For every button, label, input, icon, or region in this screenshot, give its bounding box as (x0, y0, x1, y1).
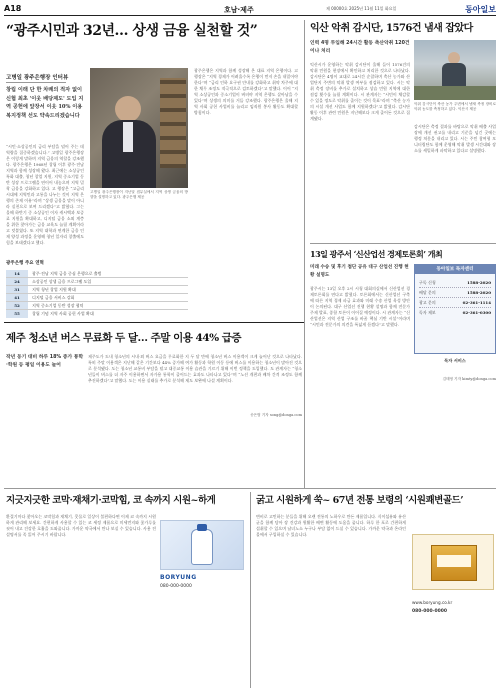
timeline-text: 지역 청년 창업 지원 확대 (32, 287, 76, 292)
notice-row-value: 1588-2020 (467, 290, 491, 295)
timeline-text: 소상공인 상생 금융 프로그램 도입 (32, 279, 92, 284)
ad1-product-image (160, 520, 244, 570)
right-body: 익산시가 운영하는 악취 감시단이 올해 들어 1576건의 악취 민원을 현장에서 확인하고 처리한 것으로 나타났다. 감시단은 4명이 교대로 24시간 순찰하며 축산 농가와 산업단지 주변의 악취 발생 여부를 점검하고 있다. 시는 악취 측정 장비를 추가로 설치하고 상습 민원 지역에 대한 점검 횟수를 늘릴 계획이다. 시 관계자는 “시민이 체감할 수 있을 정도로 악취를 줄이는 것이 목표”라며 “축산 농가의 시설 개선 사업도 함께 지원하겠다”고 밝혔다. 감시단 활동 이후 관련 민원은 지난해보다 크게 줄어든 것으로 집계됐다. (310, 62, 410, 121)
notice-row-label: 광고 문의 (419, 300, 436, 305)
main-byline-label: 고병일 광주은행장 인터뷰 (6, 75, 69, 81)
main-photo (90, 68, 188, 188)
masthead-logo: 동아일보 (465, 4, 496, 14)
timeline-year: 55 (6, 310, 28, 318)
notice-row-value: 02-361-1114 (462, 300, 491, 305)
product-bottle-icon (191, 529, 213, 565)
issue-info: 제 00000호 2025년 11월 11일 화요일 (326, 6, 397, 11)
ad1-brand-logo: BORYUNG (160, 574, 197, 581)
product-cap-icon (197, 524, 207, 531)
notice-row-label: 배달 문의 (419, 290, 436, 295)
timeline-table (6, 270, 188, 318)
photo-field (414, 86, 496, 100)
right2-byline: 김태영 기자 kimty@donga.com (442, 377, 496, 381)
timeline-year: 52 (6, 302, 28, 309)
notice-title: 동아일보 독자센터 (415, 265, 495, 274)
main-deck: 창립 이래 단 한 차례의 적자 없이 신협 최초 '이웃 배당제도' 도입 지역 공헌에 앞장서 이웃 10% 이용 복지정책 선도 약속드리겠습니다 (6, 87, 84, 119)
page-number: A18 (4, 4, 22, 13)
notice-row (419, 288, 491, 298)
timeline-row (6, 270, 188, 278)
timeline-text: 지역 중소기업 동반 성장 협약 (32, 303, 84, 308)
main-photo-caption: 고병일 광주은행장이 지난달 집무실에서 지역 상생 금융의 방향을 설명하고 있다. 광주은행 제공 (90, 190, 188, 199)
notice-label: 독자 서비스 (444, 358, 466, 363)
bus-body: 제주도가 도내 청소년의 시내·외 버스 요금을 무료화한 지 두 달 만에 청소년 버스 이용객이 크게 늘어난 것으로 나타났다. 특히 주말 이용객은 지난해 같은 기간보다 44% 증가해 여가 활동과 학원 이동 등에 버스를 이용하는 청소년이 많아진 것으로 분석됐다. 도는 청소년 교통비 부담을 덜고 대중교통 이용 습관을 기르기 위해 이번 정책을 도입했다. 도 관계자는 “청소년들이 버스를 더 자주 이용하면서 자가용 통학이 줄어드는 효과도 나타나고 있다”며 “노선 개편과 배차 간격 조정도 함께 추진하겠다”고 말했다. 도는 이용 실태를 추가로 분석해 제도 보완에 나설 계획이다. (88, 354, 302, 383)
ads-vertical-divider (250, 492, 251, 688)
timeline-text: 창립 기념 지역 사회 공헌 사업 확대 (32, 311, 94, 316)
timeline-year: 14 (6, 270, 28, 277)
notice-row-label: 독자 제보 (419, 310, 436, 315)
bus-top-rule (4, 322, 304, 323)
bookshelf (160, 78, 186, 168)
ad2-phone: 080-000-0000 (412, 609, 448, 614)
right-separator (310, 243, 496, 244)
timeline-year: 41 (6, 294, 28, 301)
column-divider (304, 20, 305, 488)
shirt (123, 122, 133, 152)
main-headline: “광주시민과 32년… 상생 금융 실천할 것” (6, 23, 258, 39)
right-headline: 익산 악취 감시단, 1576건 냄새 잡았다 (310, 23, 473, 34)
notice-box (414, 264, 496, 354)
ad2-product-image (412, 534, 494, 590)
timeline-text: 광주·전남 지역 금융 중심 은행으로 출범 (32, 271, 102, 276)
right-photo-caption: 악취 감시단이 축산 농가 주변에서 냄새 측정 장비로 악취 농도를 측정하고 있다. 익산시 제공 (414, 102, 496, 111)
timeline-row (6, 278, 188, 286)
timeline-text: 디지털 금융 서비스 강화 (32, 295, 75, 300)
timeline-row (6, 294, 188, 302)
ads-divider (4, 488, 496, 489)
notice-row (419, 278, 491, 288)
right2-body: 광주시는 13일 오후 2시 시청 대회의실에서 신산업선 경제토론회를 연다고 밝혔다. 토론회에서는 신산업선 구축에 따른 지역 경제 파급 효과와 미래 수송 산업 육성 방안이 논의된다. 대구 산업선 진행 현황 설명과 함께 전문가 주제 발표, 종합 토론이 이어질 예정이다. 시 관계자는 “신산업선은 지역 산업 구조를 바꿀 핵심 기반 시설”이라며 “시민과 전문가의 의견을 폭넓게 듣겠다”고 말했다. (310, 286, 410, 327)
timeline-year: 24 (6, 278, 28, 285)
right-subhead: 인력 4명 투입해 24시간 활동 축산악취 120건이나 처리 (310, 41, 410, 54)
ad1-phone: 080-000-0000 (160, 584, 192, 589)
right2-subhead: 미래 수송 및 후기 첨단 공유 대구 산업선 진행 현황 설명도 (310, 265, 409, 278)
right2-headline: 13일 광주서 ‘신산업선 경제토론회’ 개최 (310, 249, 443, 259)
main-divider (6, 82, 66, 83)
timeline-row (6, 310, 188, 318)
ad2-headline: 굵고 시원하게 쑥~ 67년 전통 보령의 ‘시원쾌변골드’ (256, 495, 464, 506)
timeline-row (6, 286, 188, 294)
page-header (4, 4, 496, 14)
notice-row-value: 1588-2020 (467, 280, 491, 285)
ad2-body: 변비로 고민하는 분들을 위해 오랜 전통의 노하우로 만든 제품입니다. 식이섬유와 유산균을 함께 담아 장 건강과 원활한 배변 활동에 도움을 줍니다. 하루 한 포로 간편하게 섭취할 수 있으며 남녀노소 누구나 부담 없이 드실 수 있습니다. 가까운 약국과 온라인 몰에서 구입하실 수 있습니다. (256, 514, 406, 537)
person-silhouette (115, 96, 141, 122)
main-right-column: 광주은행은 지역과 함께 성장해 온 대표 지역 은행이다. 고 행장은 “지역 경제가 어려울수록 은행이 먼저 손을 내밀어야 한다”며 “금리 인하 요구권 안내를 강화하고 취약 차주에 대한 채무 조정도 적극적으로 검토하겠다”고 말했다. 이어 “지역 소상공인과 중소기업이 버텨야 지역 은행도 살아남을 수 있다”며 상생의 의미를 거듭 강조했다. 광주은행은 올해 지역 사회 공헌 사업비를 늘리고 임직원 봉사 활동도 확대할 방침이다. (194, 68, 298, 115)
notice-row (419, 298, 491, 308)
main-body: “시민·소상공인의 금리 부담을 덜어 주는 데 역량을 집중하겠습니다.” 고병일 광주은행장은 이렇게 말하며 지역 금융의 역할을 강조했다. 광주은행은 1968년 창립 이후 광주·전남 지역과 함께 성장해 왔다. 최근에는 소상공인 특화 대출, 청년 창업 지원, 지역 중소기업 동반 성장 프로그램을 연이어 내놓으며 지역 밀착 금융을 강화하고 있다. 고 행장은 “고금리 시대에 지역민과 고통을 나누는 것이 지역 은행의 존재 이유”라며 “상생 금융을 말이 아니라 실천으로 보여 드리겠다”고 밝혔다. 그는 올해 하반기 중 소상공인 이자 캐시백과 보증료 지원을 확대하고, 디지털 금융 소외 계층을 위한 찾아가는 금융 교육도 늘릴 계획이라고 덧붙였다. 또 지역 대학과 연계한 금융 인재 양성 과정을 운영해 청년 일자리 창출에도 힘을 보태겠다고 했다. (6, 144, 84, 245)
ad2-site: www.boryung.co.kr (412, 600, 453, 605)
notice-row (419, 308, 491, 317)
section-name: 호남·제주 (224, 6, 254, 14)
bus-byline: 송은범 기자 song@donga.com (250, 413, 302, 417)
right-photo (414, 40, 496, 100)
notice-row-value: 02-361-0300 (462, 310, 491, 315)
notice-row-label: 구독 신청 (419, 280, 436, 285)
bus-headline: 제주 청소년 버스 무료화 두 달… 주말 이용 44% 급증 (6, 332, 242, 344)
bus-subhead: 작년 동기 대비 하루 18% 증가 통학·학원 등 평일 이용도 늘어 (6, 355, 84, 368)
timeline-title: 광주은행 주요 연혁 (6, 261, 44, 266)
ad1-body: 환절기마다 찾아오는 코막힘과 재채기, 콧물로 일상이 불편하다면 이제 코 속까지 시원하게 관리해 보세요. 간편하게 사용할 수 있는 코 세정 제품으로 미세먼지와 꽃가루를 씻어 내고 건강한 호흡을 도와줍니다. 가까운 약국에서 만나 보실 수 있습니다. 사용 전 설명서를 꼭 읽어 주시기 바랍니다. (6, 514, 156, 537)
right-body-2: 감시단은 측정 결과를 바탕으로 악취 배출 사업장에 개선 권고를 내리고 기준을 넘긴 곳에는 행정 처분을 내리고 있다. 시는 주민 참여형 모니터링단도 함께 운영해 악취 발생 시간대와 장소를 세밀하게 파악하고 있다고 설명했다. (414, 124, 496, 153)
header-rule (4, 15, 496, 16)
ad1-headline: 지긋지긋한 코막·재채기·코막힘, 코 속까지 시원~하게 (6, 495, 216, 506)
timeline-row (6, 302, 188, 310)
timeline-year: 31 (6, 286, 28, 293)
product-label-icon (437, 555, 471, 567)
